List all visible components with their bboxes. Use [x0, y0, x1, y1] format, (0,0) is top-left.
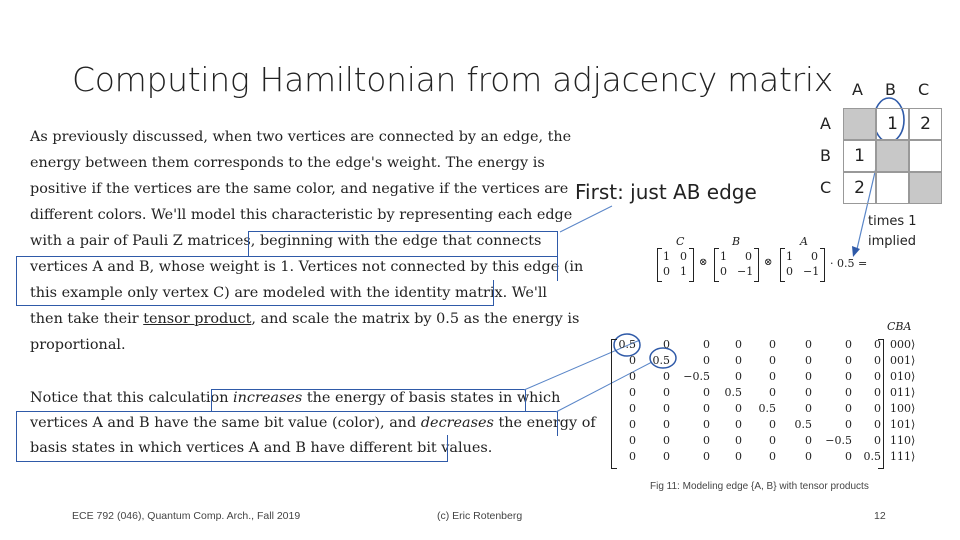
- col-header: B: [885, 80, 896, 99]
- matrix-entry: 0: [663, 386, 670, 399]
- matrix-entry: 0: [663, 418, 670, 431]
- result-header: CBA: [887, 320, 912, 333]
- adj-cell: [876, 172, 909, 204]
- col-header: A: [852, 80, 863, 99]
- first-edge-label: First: just AB edge: [575, 180, 757, 204]
- matrix-entry: 0.5: [618, 338, 636, 351]
- footer-copyright: (c) Eric Rotenberg: [437, 510, 523, 522]
- matrix-entry: 0: [703, 402, 710, 415]
- matrix-entry: 0: [703, 434, 710, 447]
- matrix-entry: 0: [845, 386, 852, 399]
- p1-text: , and scale the matrix by 0.5 as the energy is: [251, 311, 580, 327]
- p1-line: proportional.: [30, 337, 126, 353]
- note-line: times 1: [868, 214, 917, 229]
- basis-ket: 011⟩: [890, 386, 916, 399]
- matrix-entry: 0.5: [794, 418, 812, 431]
- basis-ket: 000⟩: [890, 338, 916, 351]
- adj-cell: [876, 140, 909, 172]
- decreases-term: decreases: [420, 415, 494, 431]
- matrix-entry: 0: [874, 354, 881, 367]
- matrix-entry: 0: [811, 250, 818, 263]
- matrix-entry: 0: [845, 338, 852, 351]
- basis-ket: 010⟩: [890, 370, 916, 383]
- adj-cell: 2: [909, 108, 942, 140]
- basis-ket: 001⟩: [890, 354, 916, 367]
- matrix-entry: 0: [703, 450, 710, 463]
- matrix-entry: 0: [874, 386, 881, 399]
- note-line: implied: [868, 234, 917, 249]
- matrix-entry: 0: [629, 370, 636, 383]
- matrix-entry: 0: [874, 370, 881, 383]
- matrix-entry: 0: [703, 338, 710, 351]
- matrix-entry: 0: [845, 370, 852, 383]
- row-header: C: [820, 178, 832, 197]
- tensor-label-c: C: [676, 235, 685, 248]
- matrix-entry: 0: [663, 370, 670, 383]
- otimes-symbol: ⊗: [764, 257, 773, 268]
- matrix-entry: 1: [786, 250, 793, 263]
- p1-line: vertices A and B, whose weight is 1. Vertices not connected by this edge (in: [30, 259, 584, 275]
- adj-cell: [909, 140, 942, 172]
- matrix-entry: −0.5: [683, 370, 710, 383]
- matrix-entry: −0.5: [825, 434, 852, 447]
- matrix-entry: 0.5: [724, 386, 742, 399]
- adj-cell: 1: [876, 108, 909, 140]
- matrix-entry: 0: [629, 434, 636, 447]
- matrix-entry: 0: [805, 370, 812, 383]
- matrix-entry: 0: [663, 450, 670, 463]
- matrix-entry: 0: [845, 402, 852, 415]
- slide-title: Computing Hamiltonian from adjacency matrix: [72, 60, 833, 99]
- matrix-entry: 0: [769, 338, 776, 351]
- row-header: A: [820, 114, 831, 133]
- matrix-entry: 0: [663, 434, 670, 447]
- p2-line: basis states in which vertices A and B have different bit values.: [30, 440, 493, 456]
- adj-cell: 2: [843, 172, 876, 204]
- matrix-entry: −1: [803, 265, 820, 278]
- tensor-product-term: tensor product: [143, 311, 252, 327]
- bracket-right: [820, 248, 825, 282]
- matrix-entry: 0: [874, 434, 881, 447]
- bracket-left: [780, 248, 785, 282]
- matrix-entry: 0: [735, 434, 742, 447]
- otimes-symbol: ⊗: [699, 257, 708, 268]
- p1-line: this example only vertex C) are modeled with the identity matrix. We'll: [30, 285, 548, 301]
- scale-factor: · 0.5 =: [830, 257, 868, 270]
- matrix-entry: 0: [629, 386, 636, 399]
- matrix-entry: 1: [663, 250, 670, 263]
- matrix-entry: 0: [680, 250, 687, 263]
- matrix-entry: 0: [703, 386, 710, 399]
- arrow-head: [852, 246, 860, 257]
- matrix-entry: 1: [720, 250, 727, 263]
- p2-text: Notice that this calculation: [30, 390, 234, 406]
- p1-line: positive if the vertices are the same color, and negative if the vertices are: [30, 181, 569, 197]
- matrix-entry: 0: [845, 354, 852, 367]
- matrix-entry: 0: [720, 265, 727, 278]
- adj-cell: [843, 108, 876, 140]
- matrix-entry: 0: [663, 265, 670, 278]
- basis-ket: 101⟩: [890, 418, 916, 431]
- p2-text: the energy of basis states in which: [302, 390, 561, 406]
- matrix-entry: 0: [845, 450, 852, 463]
- matrix-entry: 0: [769, 354, 776, 367]
- matrix-entry: 0: [769, 418, 776, 431]
- matrix-entry: 0.5: [863, 450, 881, 463]
- basis-ket: 110⟩: [890, 434, 916, 447]
- matrix-entry: 0: [735, 402, 742, 415]
- matrix-entry: 0: [629, 450, 636, 463]
- matrix-entry: 0: [805, 434, 812, 447]
- matrix-entry: 0: [735, 450, 742, 463]
- matrix-entry: 0: [703, 418, 710, 431]
- col-header: C: [918, 80, 930, 99]
- bracket-right: [754, 248, 759, 282]
- matrix-entry: 0: [805, 354, 812, 367]
- matrix-entry: 0: [769, 386, 776, 399]
- adj-cell: [909, 172, 942, 204]
- matrix-entry: 0.5: [652, 354, 670, 367]
- page-number: 12: [874, 510, 886, 522]
- matrix-entry: 0: [703, 354, 710, 367]
- matrix-entry: 0: [874, 402, 881, 415]
- connector-line: [560, 206, 612, 232]
- figure-caption: Fig 11: Modeling edge {A, B} with tensor products: [650, 481, 869, 492]
- p2-text: the energy of: [493, 415, 596, 431]
- matrix-entry: 0: [845, 418, 852, 431]
- bracket-left: [714, 248, 719, 282]
- bracket-left: [657, 248, 662, 282]
- p1-line: energy between them corresponds to the edge's weight. The energy is: [30, 155, 545, 171]
- times-one-note: [868, 212, 917, 252]
- p1-line: different colors. We'll model this characteristic by representing each edge: [30, 207, 573, 223]
- p1-text: then take their: [30, 311, 139, 327]
- basis-ket: 100⟩: [890, 402, 916, 415]
- matrix-entry: 0: [786, 265, 793, 278]
- matrix-entry: 0.5: [758, 402, 776, 415]
- matrix-entry: 0: [735, 418, 742, 431]
- matrix-entry: 0: [874, 418, 881, 431]
- bracket-right: [689, 248, 694, 282]
- increases-term: increases: [233, 390, 303, 406]
- matrix-entry: 0: [874, 338, 881, 351]
- p1-line: with a pair of Pauli Z matrices, beginning with the edge that connects: [30, 233, 542, 249]
- row-header: B: [820, 146, 831, 165]
- footer-course: ECE 792 (046), Quantum Comp. Arch., Fall 2019: [72, 510, 301, 522]
- matrix-entry: 0: [745, 250, 752, 263]
- matrix-entry: 0: [769, 434, 776, 447]
- matrix-entry: −1: [737, 265, 754, 278]
- matrix-entry: 0: [769, 450, 776, 463]
- matrix-entry: 0: [629, 402, 636, 415]
- adj-cell: 1: [843, 140, 876, 172]
- matrix-entry: 0: [769, 370, 776, 383]
- matrix-entry: 0: [663, 402, 670, 415]
- p1-line: As previously discussed, when two vertices are connected by an edge, the: [30, 129, 572, 145]
- tensor-label-a: A: [800, 235, 808, 248]
- matrix-entry: 0: [735, 338, 742, 351]
- matrix-entry: 0: [805, 402, 812, 415]
- basis-ket: 111⟩: [890, 450, 916, 463]
- matrix-entry: 0: [663, 338, 670, 351]
- matrix-entry: 0: [805, 386, 812, 399]
- p2-text: vertices A and B have the same bit value (color), and: [30, 415, 421, 431]
- matrix-entry: 0: [735, 370, 742, 383]
- matrix-entry: 0: [629, 354, 636, 367]
- matrix-entry: 1: [680, 265, 687, 278]
- matrix-entry: 0: [629, 418, 636, 431]
- tensor-label-b: B: [732, 235, 741, 248]
- matrix-entry: 0: [805, 450, 812, 463]
- matrix-entry: 0: [735, 354, 742, 367]
- matrix-entry: 0: [805, 338, 812, 351]
